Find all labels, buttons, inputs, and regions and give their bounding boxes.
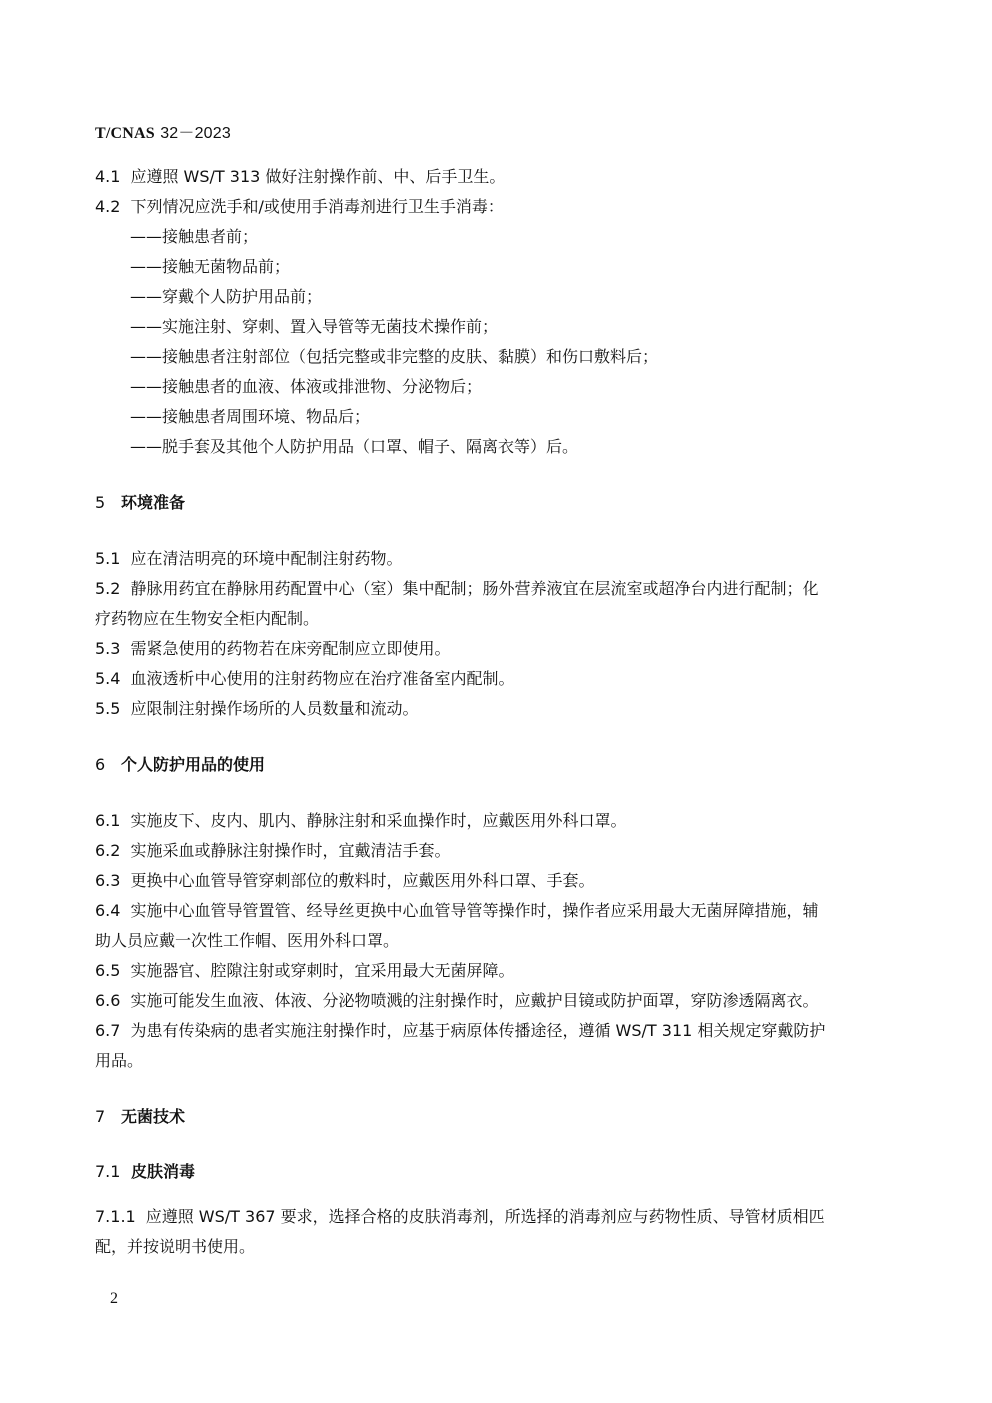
clause-5-4 [95, 664, 514, 694]
clause-text: 实施中心血管导管置管、经导丝更换中心血管导管等操作时，操作者应采用最大无菌屏障措施，辅 [130, 901, 819, 920]
clause-5-2 [95, 574, 818, 604]
clause-6-1 [95, 806, 626, 836]
list-item: ——实施注射、穿刺、置入导管等无菌技术操作前； [130, 317, 499, 336]
clause-4-2 [95, 192, 504, 222]
subsection-title: 皮肤消毒 [131, 1162, 196, 1181]
clause-number: 6.7 [95, 1021, 121, 1040]
clause-6-7 [95, 1016, 825, 1046]
section-title: 个人防护用品的使用 [121, 755, 266, 774]
clause-6-4-continuation: 助人员应戴一次性工作帽、医用外科口罩。 [95, 931, 400, 950]
list-item: ——接触无菌物品前； [130, 257, 291, 276]
clause-text: 下列情况应洗手和/或使用手消毒剂进行卫生手消毒： [130, 197, 504, 216]
clause-7-1-1-continuation: 配，并按说明书使用。 [95, 1237, 256, 1256]
clause-6-2 [95, 836, 450, 866]
clause-6-4 [95, 896, 818, 926]
clause-text: 实施皮下、皮内、肌内、静脉注射和采血操作时，应戴医用外科口罩。 [130, 811, 627, 830]
clause-number: 6.6 [95, 991, 121, 1010]
section-title: 无菌技术 [121, 1107, 186, 1126]
clause-7-1-1 [95, 1202, 825, 1232]
clause-text: 实施采血或静脉注射操作时，宜戴清洁手套。 [130, 841, 451, 860]
subsection-number: 7.1 [95, 1162, 121, 1181]
clause-number: 6.2 [95, 841, 121, 860]
clause-number: 5.4 [95, 669, 121, 688]
clause-6-7-continuation: 用品。 [95, 1051, 144, 1070]
page-header [95, 120, 231, 143]
section-heading-6 [95, 750, 265, 780]
clause-number: 5.5 [95, 699, 121, 718]
standard-number: 32－2023 [160, 125, 231, 142]
clause-number: 7.1.1 [95, 1207, 136, 1226]
clause-number: 6.4 [95, 901, 121, 920]
clause-text: 应遵照 WS/T 367 要求，选择合格的皮肤消毒剂，所选择的消毒剂应与药物性质、导管材质相匹 [145, 1207, 825, 1226]
section-title: 环境准备 [121, 493, 186, 512]
clause-number: 5.2 [95, 579, 121, 598]
clause-text: 应限制注射操作场所的人员数量和流动。 [130, 699, 419, 718]
clause-text: 更换中心血管导管穿刺部位的敷料时，应戴医用外科口罩、手套。 [130, 871, 595, 890]
clause-text: 应在清洁明亮的环境中配制注射药物。 [130, 549, 403, 568]
list-item: ——穿戴个人防护用品前； [130, 287, 323, 306]
clause-6-3 [95, 866, 594, 896]
list-item: ——接触患者注射部位（包括完整或非完整的皮肤、黏膜）和伤口敷料后； [130, 347, 659, 366]
section-number: 5 [95, 493, 106, 512]
clause-text: 血液透析中心使用的注射药物应在治疗准备室内配制。 [130, 669, 515, 688]
clause-text: 为患有传染病的患者实施注射操作时，应基于病原体传播途径，遵循 WS/T 311 相关规定穿戴防护 [130, 1021, 826, 1040]
clause-text: 静脉用药宜在静脉用药配置中心（室）集中配制；肠外营养液宜在层流室或超净台内进行配制；化 [130, 579, 819, 598]
clause-4-1 [95, 162, 505, 192]
clause-5-3 [95, 634, 450, 664]
page-number: 2 [110, 1290, 118, 1307]
standard-code: T/CNAS [95, 125, 155, 142]
clause-number: 4.1 [95, 167, 121, 186]
clause-number: 6.5 [95, 961, 121, 980]
subsection-heading-7-1 [95, 1157, 195, 1187]
clause-number: 6.1 [95, 811, 121, 830]
clause-text: 实施器官、腔隙注射或穿刺时，宜采用最大无菌屏障。 [130, 961, 515, 980]
clause-number: 5.1 [95, 549, 121, 568]
clause-number: 5.3 [95, 639, 121, 658]
clause-text: 应遵照 WS/T 313 做好注射操作前、中、后手卫生。 [130, 167, 506, 186]
clause-6-6 [95, 986, 818, 1016]
section-number: 7 [95, 1107, 106, 1126]
section-heading-7 [95, 1102, 185, 1132]
clause-5-1 [95, 544, 402, 574]
section-heading-5 [95, 488, 185, 518]
clause-number: 4.2 [95, 197, 121, 216]
clause-text: 需紧急使用的药物若在床旁配制应立即使用。 [130, 639, 451, 658]
list-item: ——接触患者周围环境、物品后； [130, 407, 371, 426]
clause-text: 实施可能发生血液、体液、分泌物喷溅的注射操作时，应戴护目镜或防护面罩，穿防渗透隔离衣。 [130, 991, 819, 1010]
section-number: 6 [95, 755, 106, 774]
list-item: ——接触患者前； [130, 227, 259, 246]
clause-6-5 [95, 956, 514, 986]
clause-5-5 [95, 694, 418, 724]
clause-number: 6.3 [95, 871, 121, 890]
list-item: ——接触患者的血液、体液或排泄物、分泌物后； [130, 377, 483, 396]
clause-5-2-continuation: 疗药物应在生物安全柜内配制。 [95, 609, 320, 628]
list-item: ——脱手套及其他个人防护用品（口罩、帽子、隔离衣等）后。 [130, 437, 579, 456]
